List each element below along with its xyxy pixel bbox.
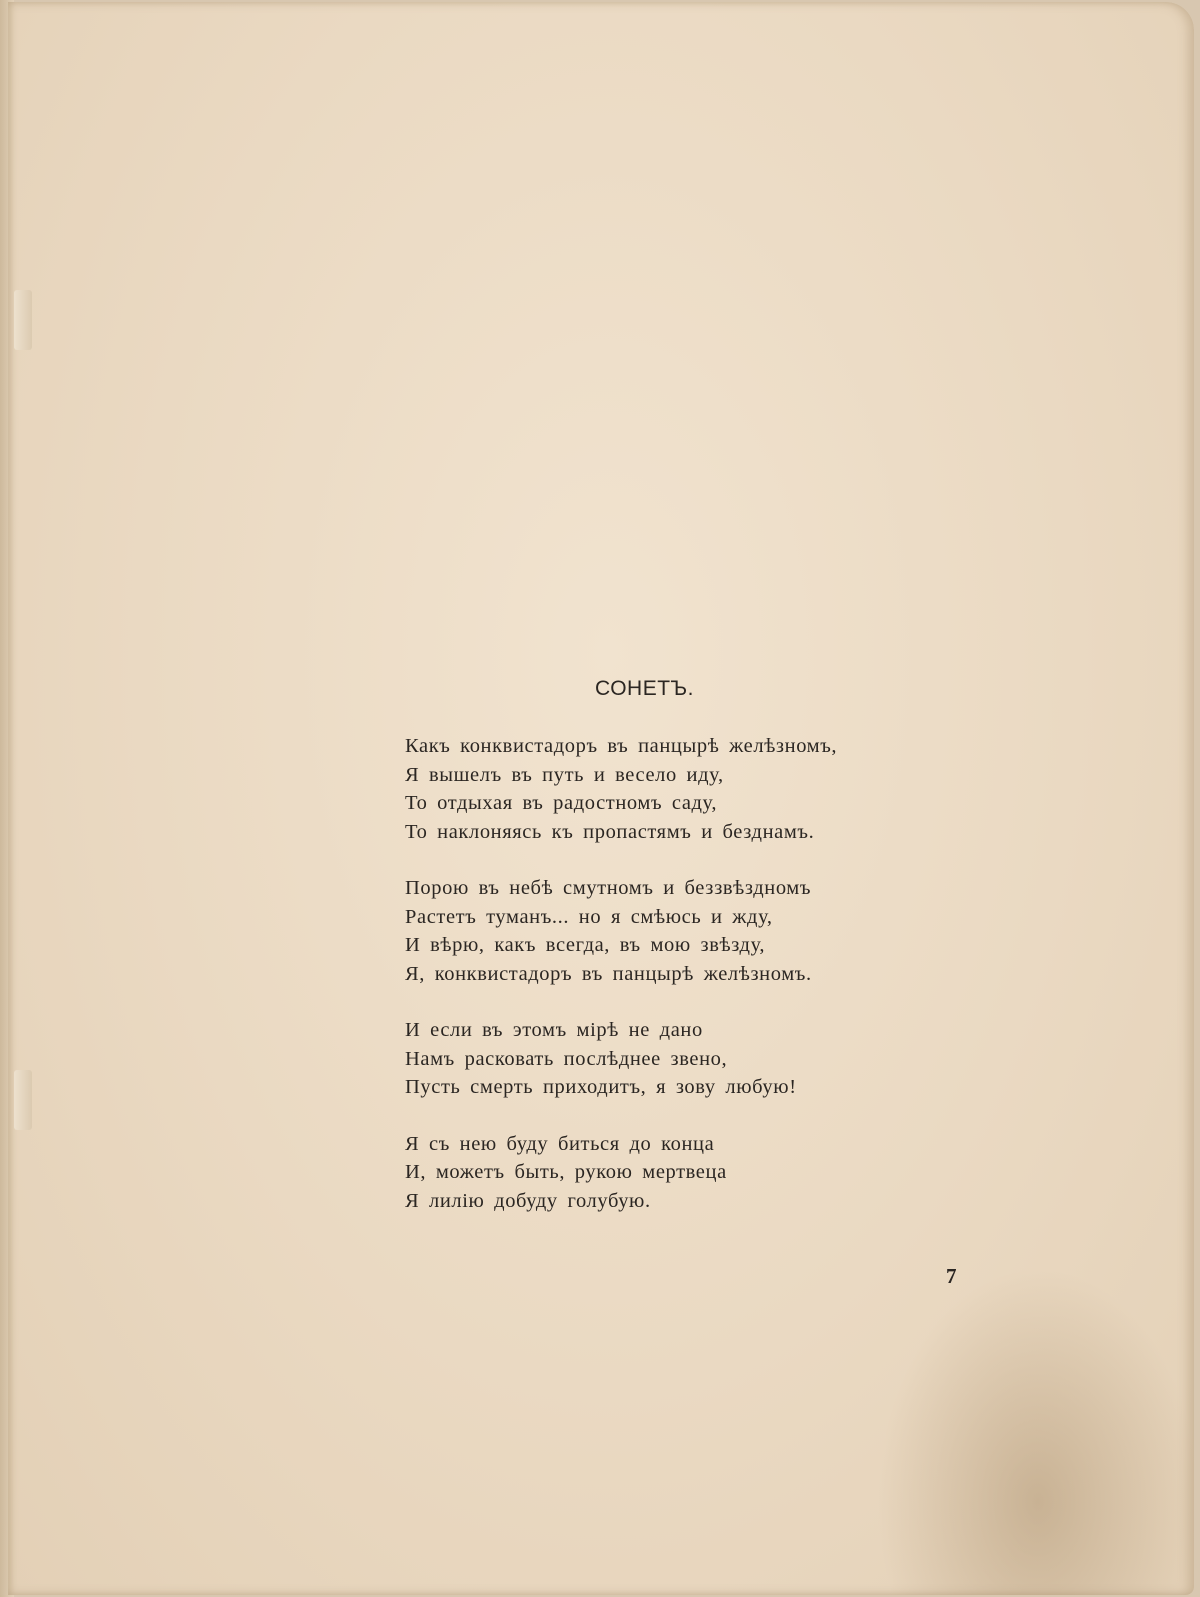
poem-line: И если въ этомъ мірѣ не дано	[405, 1019, 703, 1041]
poem-line: Я съ нею буду биться до конца	[405, 1132, 715, 1155]
poem-line: И, можетъ быть, рукою мертвеца	[405, 1161, 727, 1183]
poem-line: Пусть смерть приходитъ, я зову любую!	[405, 1076, 797, 1098]
poem-line: То отдыхая въ радостномъ саду,	[405, 792, 718, 814]
binding-stitch	[14, 290, 32, 350]
stanza-1	[405, 732, 837, 846]
poem-line: И вѣрю, какъ всегда, въ мою звѣзду,	[405, 934, 766, 956]
poem-line: Я лилію добуду голубую.	[405, 1189, 651, 1212]
poem-line: Намъ расковать послѣднее звено,	[405, 1047, 728, 1070]
stanza-3	[405, 1016, 837, 1102]
poem-line: То наклоняясь къ пропастямъ и безднамъ.	[405, 820, 815, 843]
binding-stitch	[14, 1070, 32, 1130]
poem-line: Порою въ небѣ смутномъ и беззвѣздномъ	[405, 877, 812, 899]
poem-line: Я вышелъ въ путь и весело иду,	[405, 763, 724, 786]
poem-line: Я, конквистадоръ въ панцырѣ желѣзномъ.	[405, 962, 812, 985]
book-page	[8, 2, 1194, 1595]
stanza-4	[405, 1130, 837, 1216]
poem-line: Какъ конквистадоръ въ панцырѣ желѣзномъ,	[405, 735, 838, 757]
stanza-2	[405, 874, 837, 988]
poem-title: СОНЕТЪ.	[595, 677, 694, 700]
poem-line: Растетъ туманъ... но я смѣюсь и жду,	[405, 905, 773, 928]
poem-stanzas	[405, 732, 837, 1243]
page-number: 7	[946, 1264, 957, 1288]
